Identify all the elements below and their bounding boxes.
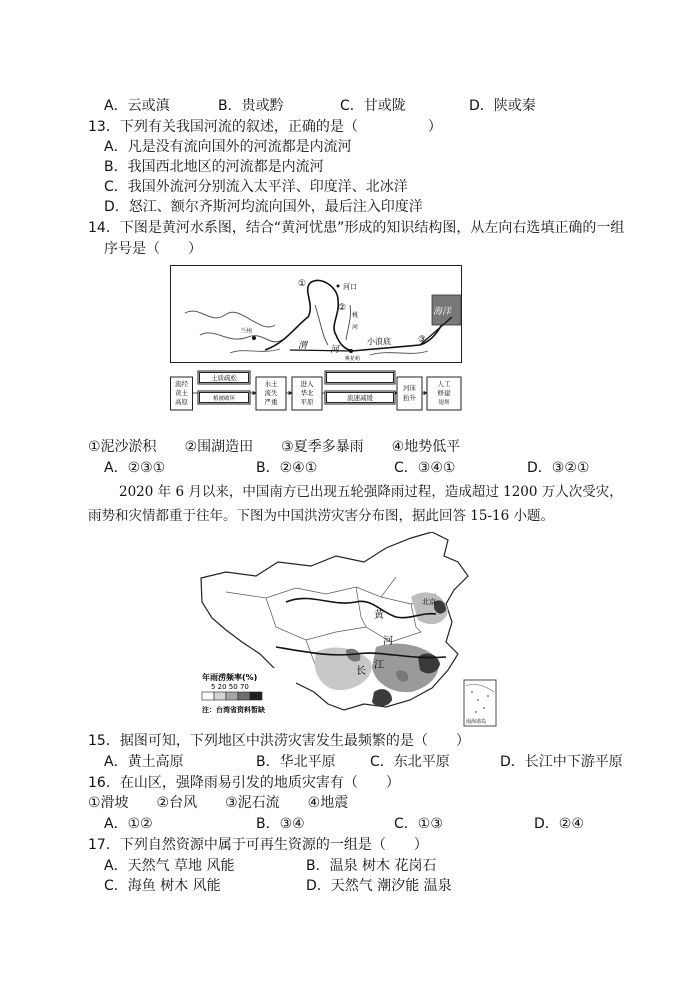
q12-option-b: B．贵或黔 (218, 98, 284, 114)
flow-shuitu-1: 水土 (264, 380, 278, 388)
flow-tuzhi: 土质疏松 (211, 374, 237, 382)
legend-ticks: 5 20 50 70 (211, 683, 249, 691)
flow-liusu: 流速减缓 (347, 394, 373, 402)
passage-line1: 2020 年 6 月以来，中国南方已出现五轮强降雨过程，造成超过 1200 万人次受灾， (119, 484, 623, 500)
map-label-chang: 长 (356, 666, 366, 677)
q16-option-b: B．③④ (256, 816, 305, 832)
china-flood-map (196, 532, 498, 728)
flow-jinru-2: 华北 (300, 389, 314, 397)
flow-hechuang-2: 抬升 (403, 394, 416, 402)
q16-stem: 16．在山区，强降雨易引发的地质灾害有（ ） (88, 775, 400, 791)
flow-rengong-2: 修建 (437, 389, 451, 397)
q17-option-b: B．温泉 树木 花岗石 (306, 858, 437, 874)
flow-jinru-3: 平原 (300, 398, 314, 406)
q17-option-c: C．海鱼 树木 风能 (104, 878, 221, 894)
q14-option-d: D．③②① (527, 460, 590, 476)
q12-option-a: A．云或滇 (104, 98, 170, 114)
q15-option-a: A．黄土高原 (104, 754, 184, 770)
map-label-lanzhou: 兰州 (240, 328, 253, 335)
q13-stem: 13．下列有关我国河流的叙述，正确的是（ ） (88, 119, 442, 135)
passage-line2: 雨势和灾情都重于往年。下图为中国洪涝灾害分布图，据此回答 15-16 小题。 (88, 508, 554, 524)
q15-option-b: B．华北平原 (256, 754, 336, 770)
q14-items: ①泥沙淤积 ②围湖造田 ③夏季多暴雨 ④地势低平 (88, 439, 461, 455)
map-label-he2: 河 (330, 345, 340, 355)
q12-option-c: C．甘或陇 (340, 98, 406, 114)
yellow-river-flow-chart (170, 368, 462, 412)
flow-hechuang-1: 河床 (403, 384, 416, 392)
legend-title: 年雨涝频率(%) (202, 673, 258, 682)
flow-left-3: 高原 (175, 398, 188, 406)
q15-option-c: C．东北平原 (370, 754, 450, 770)
flow-rengong-1: 人工 (437, 380, 451, 388)
map-label-xiaolangdi: 小浪底 (367, 337, 391, 346)
flow-rengong-3: 堤坝 (438, 400, 450, 406)
q13-option-d: D．怒江、额尔齐斯河均流向国外，最后注入印度洋 (104, 199, 423, 215)
q12-option-d: D．陕或秦 (469, 98, 536, 114)
q14-stem-line2: 序号是（ ） (104, 241, 202, 257)
flow-shuitu-3: 严重 (264, 398, 278, 406)
q15-stem: 15．据图可知，下列地区中洪涝灾害发生最频繁的是（ ） (88, 733, 470, 749)
flow-left-2: 黄土 (175, 389, 188, 397)
q16-option-d: D．②④ (534, 816, 584, 832)
inset-label: 南海诸岛 (466, 719, 487, 725)
q13-option-c: C．我国外流河分别流入太平洋、印度洋、北冰洋 (104, 179, 408, 195)
map-label-beijing: 北京 (422, 598, 436, 606)
map-label-he: 河 (352, 324, 359, 331)
q13-option-a: A．凡是没有流向国外的河流都是内流河 (104, 139, 352, 155)
map-label-tao: 桃 (352, 312, 359, 319)
map-label-he: 河 (383, 636, 393, 647)
flow-jinru-1: 进入 (300, 380, 314, 388)
flow-shuitu-2: 流失 (264, 389, 278, 397)
yellow-river-map (170, 265, 462, 363)
q14-option-b: B．②④① (256, 460, 318, 476)
q14-stem-line1: 14．下图是黄河水系图，结合“黄河忧患”形成的知识结构图，从左向右选填正确的一组 (88, 220, 625, 236)
map-label-haiyang: 海洋 (433, 307, 452, 317)
map-label-hekou: 河口 (343, 283, 357, 291)
flow-zhibei: 植被破坏 (212, 396, 236, 402)
q15-option-d: D．长江中下游平原 (500, 754, 623, 770)
q17-option-d: D．天然气 潮汐能 温泉 (306, 878, 452, 894)
map-label-huang: 黄 (374, 610, 384, 621)
q16-option-c: C．①③ (394, 816, 443, 832)
map-label-wei: 渭 (298, 341, 308, 351)
map-label-jiang: 江 (374, 660, 384, 671)
q14-option-a: A．②③① (104, 460, 166, 476)
q16-option-a: A．①② (104, 816, 153, 832)
map-label-taohuayu: 桃花峪 (345, 356, 361, 362)
map-note: 注：台湾省资料暂缺 (202, 706, 265, 714)
flow-left-1: 流经 (175, 380, 188, 388)
q13-option-b: B．我国西北地区的河流都是内流河 (104, 159, 324, 175)
map-label-c2: ② (338, 303, 347, 313)
q16-items: ①滑坡 ②台风 ③泥石流 ④地震 (88, 795, 349, 811)
q17-stem: 17．下列自然资源中属于可再生资源的一组是（ ） (88, 837, 428, 853)
q14-option-c: C．③④① (394, 460, 456, 476)
map-label-c1: ① (298, 279, 307, 289)
q17-option-a: A．天然气 草地 风能 (104, 858, 235, 874)
map-label-c3: ③ (418, 335, 427, 345)
